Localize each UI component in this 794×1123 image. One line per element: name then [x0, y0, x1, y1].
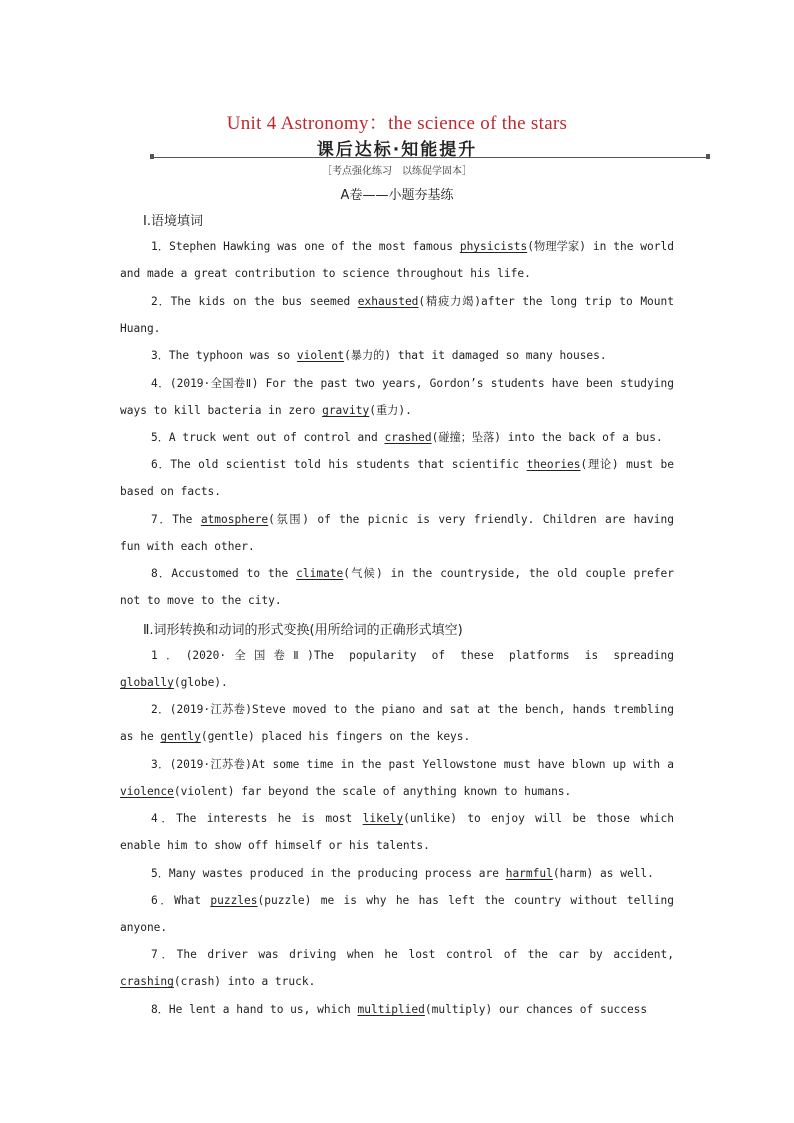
answer: violence [120, 785, 174, 798]
exercise-item [120, 288, 674, 342]
item-text: 3．The typhoon was so [151, 349, 297, 362]
item-text: (碰撞；坠落) into the back of a bus. [431, 431, 663, 444]
part2-heading: Ⅱ.词形转换和动词的形式变换(用所给词的正确形式填空) [143, 623, 463, 638]
exercise-item [120, 696, 674, 750]
exercise-item [120, 860, 674, 887]
divider-end-right [706, 154, 710, 159]
answer: globally [120, 676, 174, 689]
item-text: (暴力的) that it damaged so many houses. [344, 349, 607, 362]
answer: puzzles [210, 894, 258, 907]
item-text: (精疲力竭)after the long trip to Mount Huang. [120, 295, 674, 335]
item-text: 4．(2019·全国卷Ⅱ) For the past two years, Gordon’s students have been studying ways to kill bacteria in zero [120, 377, 674, 417]
item-text: (multiply) our chances of success [424, 1003, 648, 1016]
item-text: 7．The [151, 513, 201, 526]
item-text: (harm) as well. [552, 867, 654, 880]
answer: likely [362, 812, 404, 825]
answer: climate [296, 567, 344, 580]
item-text: 8．He lent a hand to us, which [151, 1003, 358, 1016]
item-text: (氛围) of the picnic is very friendly. Children are having fun with each other. [120, 513, 674, 553]
exercise-item [120, 751, 674, 805]
part1-heading: Ⅰ.语境填词 [143, 214, 203, 229]
item-text: 8．Accustomed to the [151, 567, 297, 580]
divider-end-left [150, 154, 154, 159]
item-text: 2．The kids on the bus seemed [151, 295, 358, 308]
answer: atmosphere [200, 513, 269, 526]
item-text: 5．Many wastes produced in the producing process are [151, 867, 506, 880]
item-text: (气候) in the countryside, the old couple prefer not to move to the city. [120, 567, 674, 607]
exercise-item [120, 506, 674, 560]
answer: harmful [505, 867, 553, 880]
answer: gravity [322, 404, 370, 417]
item-text: 1．Stephen Hawking was one of the most famous [151, 240, 460, 253]
exercise-item [120, 996, 674, 1023]
page-subtitle: 课后达标·知能提升 [316, 140, 478, 160]
answer: physicists [459, 240, 528, 253]
item-text: (物理学家) in the world and made a great contribution to science throughout his life. [120, 240, 674, 280]
answer: gently [160, 730, 201, 743]
item-text: (重力). [369, 404, 412, 417]
title-divider [150, 157, 710, 158]
answer: violent [296, 349, 345, 362]
item-text: 6．The old scientist told his students that scientific [151, 458, 527, 471]
item-text: (unlike) to enjoy will be those which enable him to show off himself or his talents. [120, 812, 675, 852]
item-text: (gentle) placed his fingers on the keys. [200, 730, 471, 743]
exercise-item [120, 805, 674, 859]
item-text: (violent) far beyond the scale of anything known to humans. [173, 785, 572, 798]
item-text: 6．What [151, 894, 211, 907]
answer: crashing [120, 975, 174, 988]
exercise-item [120, 424, 674, 451]
item-text: (puzzle) me is why he has left the country without telling anyone. [120, 894, 675, 934]
exercise-item [120, 233, 674, 287]
exercise-item [120, 451, 674, 505]
exercise-item [120, 642, 674, 696]
item-text: 4．The interests he is most [151, 812, 363, 825]
exercise-item [120, 560, 674, 614]
item-text: 2．(2019·江苏卷)Steve moved to the piano and sat at the bench, hands trembling as he [120, 703, 674, 743]
answer: crashed [384, 431, 432, 444]
exercise-item [120, 941, 674, 995]
item-text: 5．A truck went out of control and [151, 431, 385, 444]
item-text: 1．(2020·全国卷Ⅱ)The popularity of these platforms is spreading [151, 649, 674, 662]
item-text: (理论) must be based on facts. [120, 458, 674, 498]
exercise-item [120, 370, 674, 424]
section-heading: A卷——小题夯基练 [340, 188, 454, 203]
item-text: 7．The driver was driving when he lost control of the car by accident, [151, 948, 674, 961]
answer: theories [526, 458, 581, 471]
answer: exhausted [357, 295, 419, 308]
answer: multiplied [357, 1003, 425, 1016]
exercise-item [120, 887, 674, 941]
tagline: ［考点强化练习 以练促学固本］ [322, 166, 472, 177]
item-text: (crash) into a truck. [173, 975, 316, 988]
exercise-item [120, 342, 674, 369]
item-text: 3．(2019·江苏卷)At some time in the past Yellowstone must have blown up with a [151, 758, 674, 771]
item-text: (globe). [173, 676, 228, 689]
unit-title: Unit 4 Astronomy：the science of the stars [226, 113, 568, 134]
